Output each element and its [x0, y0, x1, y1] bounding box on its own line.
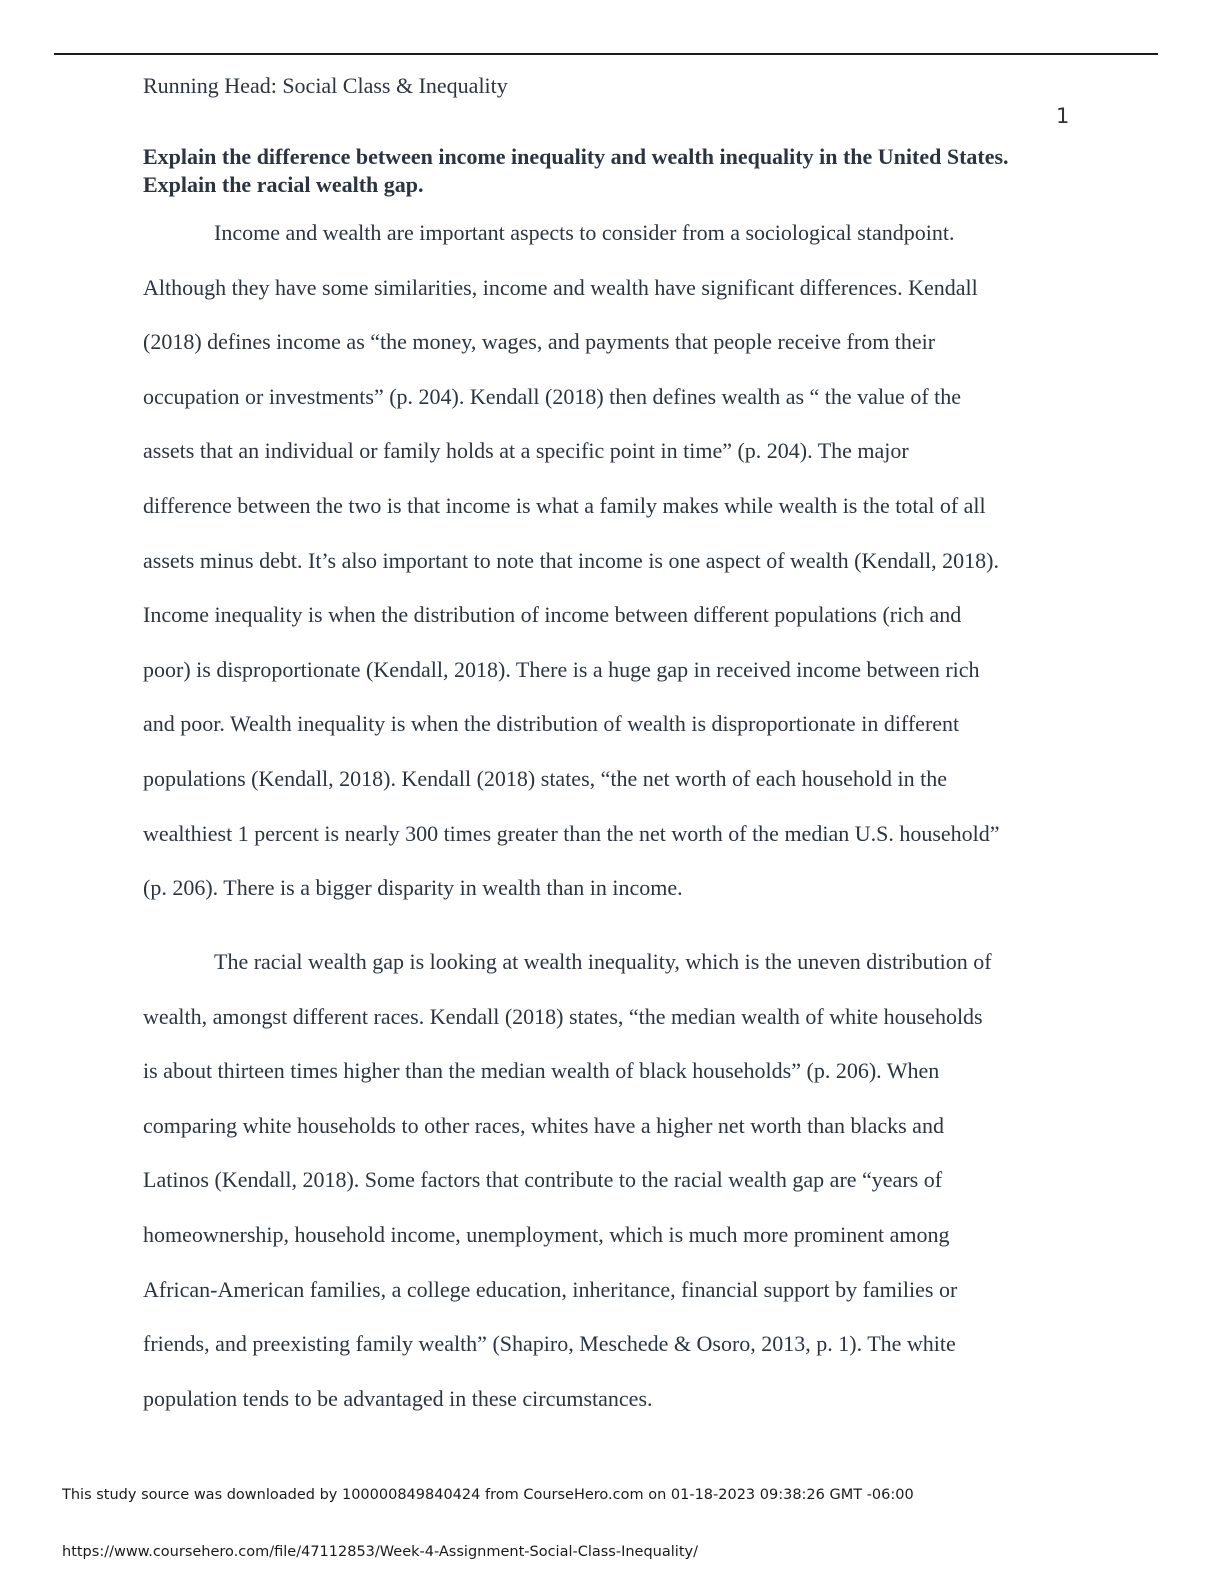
source-url-link[interactable]: https://www.coursehero.com/file/47112853/Week-4-Assignment-Social-Class-Inequality/: [62, 1544, 698, 1560]
download-source-line: This study source was downloaded by 100000849840424 from CourseHero.com on 01-18-2023 09:38:26 GMT -06:00: [62, 1487, 914, 1503]
page-number: 1: [1056, 104, 1070, 128]
question-heading: Explain the difference between income inequality and wealth inequality in the United States. Explain the racial wealth gap.: [143, 144, 1009, 197]
paragraph-income-wealth: Income and wealth are important aspects to consider from a sociological standpoint. Although they have some similarities, income and wealth have significant differences. Kendall (2018) defines income as “the money, wages, and payments that people receive from their occupation or investments” (p. 204). Kendall (2018) then defines wealth as “ the value of the assets that an individual or family holds at a specific point in time” (p. 204). The major difference between the two is that income is what a family makes while wealth is the total of all assets minus debt. It’s also important to note that income is one aspect of wealth (Kendall, 2018). Income inequality is when the distribution of income between different populations (rich and poor) is disproportionate (Kendall, 2018). There is a huge gap in received income between rich and poor. Wealth inequality is when the distribution of wealth is disproportionate in different populations (Kendall, 2018). Kendall (2018) states, “the net worth of each household in the wealthiest 1 percent is nearly 300 times greater than the net worth of the median U.S. household” (p. 206). There is a bigger disparity in wealth than in income.: [143, 220, 1000, 901]
top-rule: [54, 53, 1158, 55]
running-head: Running Head: Social Class & Inequality: [143, 73, 508, 98]
paragraph-racial-wealth-gap: The racial wealth gap is looking at wealth inequality, which is the uneven distribution of wealth, amongst different races. Kendall (2018) states, “the median wealth of white households is about thirteen times higher than the median wealth of black households” (p. 206). When comparing white households to other races, whites have a higher net worth than blacks and Latinos (Kendall, 2018). Some factors that contribute to the racial wealth gap are “years of homeownership, household income, unemployment, which is much more prominent among African-American families, a college education, inheritance, financial support by families or friends, and preexisting family wealth” (Shapiro, Meschede & Osoro, 2013, p. 1). The white population tends to be advantaged in these circumstances.: [143, 949, 992, 1411]
